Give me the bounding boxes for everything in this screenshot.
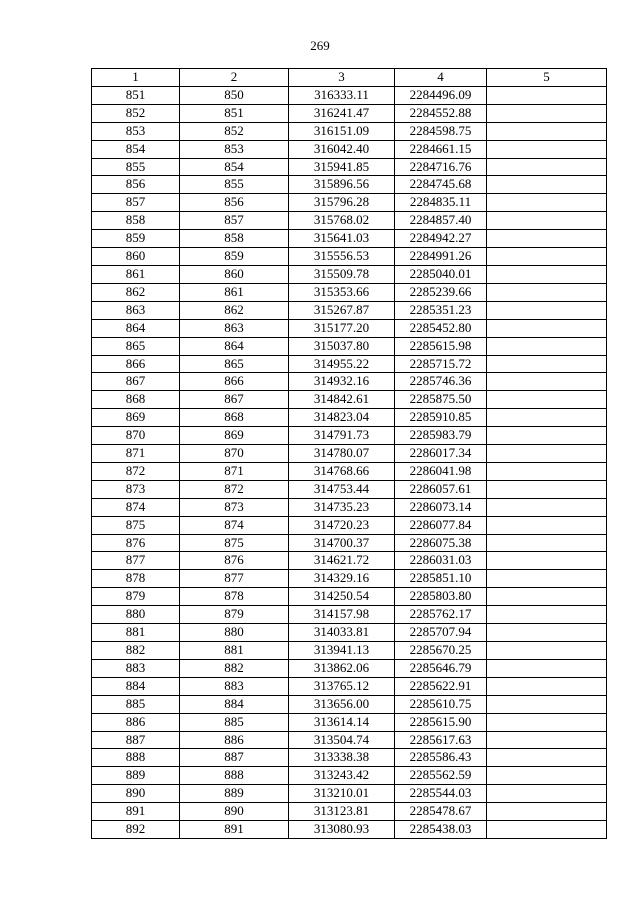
- table-cell-col-1: 886: [92, 713, 180, 731]
- table-row: [92, 445, 607, 463]
- table-cell-col-2: 859: [180, 248, 289, 266]
- table-cell-col-5: [487, 570, 607, 588]
- table-cell-col-5: [487, 677, 607, 695]
- table-cell-col-4: 2285544.03: [395, 785, 487, 803]
- table-row: [92, 821, 607, 839]
- table-cell-col-4: 2285615.98: [395, 337, 487, 355]
- table-cell-col-2: 875: [180, 534, 289, 552]
- table-row: [92, 86, 607, 104]
- table-cell-col-1: 869: [92, 409, 180, 427]
- table-cell-col-5: [487, 194, 607, 212]
- table-cell-col-5: [487, 355, 607, 373]
- table-cell-col-5: [487, 176, 607, 194]
- table-cell-col-2: 879: [180, 606, 289, 624]
- table-cell-col-4: 2285452.80: [395, 319, 487, 337]
- table-cell-col-1: 868: [92, 391, 180, 409]
- table-cell-col-2: 858: [180, 230, 289, 248]
- table-cell-col-4: 2284857.40: [395, 212, 487, 230]
- table-row: [92, 301, 607, 319]
- table-row: [92, 731, 607, 749]
- table-cell-col-5: [487, 265, 607, 283]
- table-cell-col-4: 2285875.50: [395, 391, 487, 409]
- table-cell-col-4: 2285646.79: [395, 659, 487, 677]
- table-cell-col-5: [487, 283, 607, 301]
- table-cell-col-4: 2284942.27: [395, 230, 487, 248]
- table-cell-col-1: 883: [92, 659, 180, 677]
- table-cell-col-2: 861: [180, 283, 289, 301]
- table-row: [92, 713, 607, 731]
- table-cell-col-1: 884: [92, 677, 180, 695]
- table-cell-col-1: 870: [92, 427, 180, 445]
- table-row: [92, 230, 607, 248]
- table-row: [92, 212, 607, 230]
- table-cell-col-3: 313338.38: [289, 749, 395, 767]
- table-cell-col-3: 316151.09: [289, 122, 395, 140]
- table-cell-col-1: 852: [92, 104, 180, 122]
- table-cell-col-4: 2284745.68: [395, 176, 487, 194]
- table-cell-col-3: 314768.66: [289, 462, 395, 480]
- table-cell-col-3: 314250.54: [289, 588, 395, 606]
- table-row: [92, 516, 607, 534]
- table-cell-col-5: [487, 642, 607, 660]
- table-row: [92, 158, 607, 176]
- table-cell-col-2: 873: [180, 498, 289, 516]
- table-cell-col-2: 866: [180, 373, 289, 391]
- header-cell-4: 4: [395, 69, 487, 87]
- table-cell-col-1: 873: [92, 480, 180, 498]
- table-cell-col-1: 864: [92, 319, 180, 337]
- table-row: [92, 104, 607, 122]
- table-cell-col-2: 852: [180, 122, 289, 140]
- table-cell-col-3: 313941.13: [289, 642, 395, 660]
- table-row: [92, 767, 607, 785]
- table-cell-col-3: 314329.16: [289, 570, 395, 588]
- table-cell-col-3: 314791.73: [289, 427, 395, 445]
- table-cell-col-4: 2285803.80: [395, 588, 487, 606]
- table-cell-col-1: 853: [92, 122, 180, 140]
- table-cell-col-5: [487, 767, 607, 785]
- table-cell-col-4: 2286031.03: [395, 552, 487, 570]
- table-cell-col-4: 2285586.43: [395, 749, 487, 767]
- table-cell-col-2: 853: [180, 140, 289, 158]
- table-cell-col-5: [487, 462, 607, 480]
- table-cell-col-4: 2286057.61: [395, 480, 487, 498]
- table-cell-col-5: [487, 659, 607, 677]
- table-cell-col-3: 315796.28: [289, 194, 395, 212]
- table-cell-col-3: 314700.37: [289, 534, 395, 552]
- table-row: [92, 498, 607, 516]
- header-cell-2: 2: [180, 69, 289, 87]
- table-cell-col-1: 889: [92, 767, 180, 785]
- table-cell-col-2: 891: [180, 821, 289, 839]
- table-cell-col-4: 2285617.63: [395, 731, 487, 749]
- table-cell-col-5: [487, 86, 607, 104]
- table-cell-col-2: 871: [180, 462, 289, 480]
- table-cell-col-5: [487, 319, 607, 337]
- table-cell-col-5: [487, 731, 607, 749]
- table-cell-col-4: 2284991.26: [395, 248, 487, 266]
- table-cell-col-1: 882: [92, 642, 180, 660]
- table-cell-col-3: 313123.81: [289, 803, 395, 821]
- table-cell-col-3: 313614.14: [289, 713, 395, 731]
- table-cell-col-2: 856: [180, 194, 289, 212]
- table-cell-col-3: 315267.87: [289, 301, 395, 319]
- table-row: [92, 785, 607, 803]
- header-cell-5: 5: [487, 69, 607, 87]
- table-cell-col-3: 315177.20: [289, 319, 395, 337]
- table-cell-col-5: [487, 122, 607, 140]
- table-cell-col-1: 861: [92, 265, 180, 283]
- table-cell-col-5: [487, 749, 607, 767]
- table-row: [92, 319, 607, 337]
- table-cell-col-4: 2285478.67: [395, 803, 487, 821]
- table-row: [92, 283, 607, 301]
- table-cell-col-1: 885: [92, 695, 180, 713]
- table-cell-col-1: 854: [92, 140, 180, 158]
- table-cell-col-1: 877: [92, 552, 180, 570]
- table-cell-col-3: 316333.11: [289, 86, 395, 104]
- table-cell-col-5: [487, 785, 607, 803]
- table-cell-col-1: 857: [92, 194, 180, 212]
- table-cell-col-2: 874: [180, 516, 289, 534]
- table-cell-col-3: 313656.00: [289, 695, 395, 713]
- table-cell-col-5: [487, 695, 607, 713]
- table-cell-col-2: 867: [180, 391, 289, 409]
- table-cell-col-3: 315556.53: [289, 248, 395, 266]
- table-cell-col-5: [487, 230, 607, 248]
- table-cell-col-5: [487, 480, 607, 498]
- table-row: [92, 695, 607, 713]
- table-cell-col-5: [487, 588, 607, 606]
- table-cell-col-5: [487, 606, 607, 624]
- table-cell-col-2: 884: [180, 695, 289, 713]
- table-cell-col-2: 876: [180, 552, 289, 570]
- table-cell-col-1: 871: [92, 445, 180, 463]
- table-cell-col-4: 2284835.11: [395, 194, 487, 212]
- table-row: [92, 265, 607, 283]
- table-row: [92, 624, 607, 642]
- table-cell-col-4: 2285910.85: [395, 409, 487, 427]
- table-row: [92, 552, 607, 570]
- table-cell-col-5: [487, 552, 607, 570]
- table-cell-col-3: 314955.22: [289, 355, 395, 373]
- table-cell-col-1: 872: [92, 462, 180, 480]
- table-cell-col-3: 314932.16: [289, 373, 395, 391]
- table-cell-col-1: 876: [92, 534, 180, 552]
- table-cell-col-2: 888: [180, 767, 289, 785]
- table-cell-col-1: 851: [92, 86, 180, 104]
- table-cell-col-1: 892: [92, 821, 180, 839]
- table-cell-col-4: 2286075.38: [395, 534, 487, 552]
- table-cell-col-3: 314753.44: [289, 480, 395, 498]
- table-cell-col-1: 859: [92, 230, 180, 248]
- table-cell-col-2: 863: [180, 319, 289, 337]
- table-cell-col-3: 315768.02: [289, 212, 395, 230]
- table-cell-col-1: 878: [92, 570, 180, 588]
- table-row: [92, 122, 607, 140]
- table-row: [92, 606, 607, 624]
- table-cell-col-5: [487, 140, 607, 158]
- table-row: [92, 176, 607, 194]
- table-cell-col-4: 2285715.72: [395, 355, 487, 373]
- table-cell-col-1: 855: [92, 158, 180, 176]
- table-cell-col-3: 314720.23: [289, 516, 395, 534]
- table-cell-col-2: 883: [180, 677, 289, 695]
- table-cell-col-3: 314735.23: [289, 498, 395, 516]
- table-cell-col-1: 863: [92, 301, 180, 319]
- table-cell-col-4: 2284496.09: [395, 86, 487, 104]
- table-cell-col-5: [487, 713, 607, 731]
- table-cell-col-3: 314780.07: [289, 445, 395, 463]
- table-cell-col-1: 881: [92, 624, 180, 642]
- table-cell-col-1: 880: [92, 606, 180, 624]
- table-cell-col-2: 870: [180, 445, 289, 463]
- table-cell-col-2: 885: [180, 713, 289, 731]
- table-cell-col-5: [487, 534, 607, 552]
- table-cell-col-2: 850: [180, 86, 289, 104]
- table-cell-col-3: 315941.85: [289, 158, 395, 176]
- table-cell-col-4: 2284661.15: [395, 140, 487, 158]
- table-cell-col-2: 862: [180, 301, 289, 319]
- table-cell-col-5: [487, 337, 607, 355]
- table-row: [92, 391, 607, 409]
- header-cell-3: 3: [289, 69, 395, 87]
- table-cell-col-3: 314842.61: [289, 391, 395, 409]
- table-cell-col-4: 2285040.01: [395, 265, 487, 283]
- table-row: [92, 642, 607, 660]
- table-row: [92, 248, 607, 266]
- table-cell-col-1: 862: [92, 283, 180, 301]
- table-cell-col-3: 314823.04: [289, 409, 395, 427]
- table-cell-col-3: 315037.80: [289, 337, 395, 355]
- header-cell-1: 1: [92, 69, 180, 87]
- table-cell-col-2: 872: [180, 480, 289, 498]
- table-row: [92, 534, 607, 552]
- table-cell-col-4: 2285351.23: [395, 301, 487, 319]
- table-cell-col-4: 2285438.03: [395, 821, 487, 839]
- table-cell-col-3: 315509.78: [289, 265, 395, 283]
- table-cell-col-2: 851: [180, 104, 289, 122]
- table-cell-col-2: 881: [180, 642, 289, 660]
- table-cell-col-1: 866: [92, 355, 180, 373]
- table-cell-col-1: 890: [92, 785, 180, 803]
- table-cell-col-1: 856: [92, 176, 180, 194]
- table-cell-col-3: 316042.40: [289, 140, 395, 158]
- table-row: [92, 373, 607, 391]
- table-cell-col-3: 316241.47: [289, 104, 395, 122]
- table-row: [92, 749, 607, 767]
- table-cell-col-3: 313243.42: [289, 767, 395, 785]
- table-cell-col-3: 315896.56: [289, 176, 395, 194]
- table-cell-col-5: [487, 803, 607, 821]
- table-cell-col-4: 2286017.34: [395, 445, 487, 463]
- table-cell-col-5: [487, 373, 607, 391]
- table-row: [92, 659, 607, 677]
- table-cell-col-2: 877: [180, 570, 289, 588]
- table-cell-col-5: [487, 391, 607, 409]
- table-cell-col-2: 882: [180, 659, 289, 677]
- table-row: [92, 337, 607, 355]
- table-cell-col-4: 2285615.90: [395, 713, 487, 731]
- table-cell-col-3: 314033.81: [289, 624, 395, 642]
- table-row: [92, 803, 607, 821]
- table-cell-col-5: [487, 104, 607, 122]
- table-cell-col-2: 886: [180, 731, 289, 749]
- table-row: [92, 677, 607, 695]
- table-header-row: [92, 69, 607, 87]
- table-body: [92, 69, 607, 839]
- table-row: [92, 194, 607, 212]
- table-cell-col-5: [487, 158, 607, 176]
- table-cell-col-2: 855: [180, 176, 289, 194]
- table-cell-col-3: 313504.74: [289, 731, 395, 749]
- table-cell-col-1: 858: [92, 212, 180, 230]
- table-cell-col-5: [487, 516, 607, 534]
- table-cell-col-1: 874: [92, 498, 180, 516]
- table-cell-col-5: [487, 409, 607, 427]
- table-cell-col-2: 854: [180, 158, 289, 176]
- table-row: [92, 480, 607, 498]
- table-cell-col-3: 313862.06: [289, 659, 395, 677]
- table-cell-col-4: 2285707.94: [395, 624, 487, 642]
- coordinates-table: [91, 68, 607, 839]
- table-cell-col-2: 860: [180, 265, 289, 283]
- table-cell-col-5: [487, 445, 607, 463]
- table-cell-col-5: [487, 624, 607, 642]
- table-cell-col-1: 865: [92, 337, 180, 355]
- table-cell-col-1: 879: [92, 588, 180, 606]
- table-cell-col-1: 860: [92, 248, 180, 266]
- table-cell-col-1: 887: [92, 731, 180, 749]
- table-cell-col-4: 2285762.17: [395, 606, 487, 624]
- table-cell-col-2: 868: [180, 409, 289, 427]
- table-cell-col-2: 890: [180, 803, 289, 821]
- table-cell-col-4: 2285239.66: [395, 283, 487, 301]
- table-cell-col-5: [487, 248, 607, 266]
- table-cell-col-3: 314157.98: [289, 606, 395, 624]
- table-cell-col-2: 880: [180, 624, 289, 642]
- table-cell-col-4: 2285562.59: [395, 767, 487, 785]
- table-cell-col-4: 2284598.75: [395, 122, 487, 140]
- table-cell-col-4: 2285746.36: [395, 373, 487, 391]
- table-cell-col-4: 2286073.14: [395, 498, 487, 516]
- table-cell-col-4: 2286041.98: [395, 462, 487, 480]
- table-cell-col-4: 2285851.10: [395, 570, 487, 588]
- table-cell-col-4: 2285670.25: [395, 642, 487, 660]
- table-cell-col-2: 869: [180, 427, 289, 445]
- table-cell-col-4: 2284716.76: [395, 158, 487, 176]
- table-cell-col-2: 887: [180, 749, 289, 767]
- table-row: [92, 409, 607, 427]
- table-cell-col-5: [487, 821, 607, 839]
- table-cell-col-4: 2284552.88: [395, 104, 487, 122]
- table-cell-col-1: 891: [92, 803, 180, 821]
- table-cell-col-2: 865: [180, 355, 289, 373]
- table-cell-col-2: 889: [180, 785, 289, 803]
- table-cell-col-3: 313080.93: [289, 821, 395, 839]
- table-cell-col-1: 875: [92, 516, 180, 534]
- table-cell-col-2: 864: [180, 337, 289, 355]
- table-cell-col-3: 315641.03: [289, 230, 395, 248]
- table-cell-col-3: 313765.12: [289, 677, 395, 695]
- table-cell-col-2: 878: [180, 588, 289, 606]
- table-cell-col-4: 2286077.84: [395, 516, 487, 534]
- table-cell-col-4: 2285622.91: [395, 677, 487, 695]
- table-row: [92, 427, 607, 445]
- table-cell-col-3: 313210.01: [289, 785, 395, 803]
- table-cell-col-1: 867: [92, 373, 180, 391]
- table-row: [92, 355, 607, 373]
- table-cell-col-4: 2285983.79: [395, 427, 487, 445]
- table-cell-col-2: 857: [180, 212, 289, 230]
- table-cell-col-1: 888: [92, 749, 180, 767]
- table-cell-col-3: 315353.66: [289, 283, 395, 301]
- table-cell-col-5: [487, 212, 607, 230]
- page-number: 269: [310, 38, 330, 53]
- table-row: [92, 570, 607, 588]
- table-cell-col-3: 314621.72: [289, 552, 395, 570]
- table-row: [92, 588, 607, 606]
- table-cell-col-4: 2285610.75: [395, 695, 487, 713]
- table-cell-col-5: [487, 498, 607, 516]
- table-cell-col-5: [487, 301, 607, 319]
- table-row: [92, 462, 607, 480]
- table-row: [92, 140, 607, 158]
- table-cell-col-5: [487, 427, 607, 445]
